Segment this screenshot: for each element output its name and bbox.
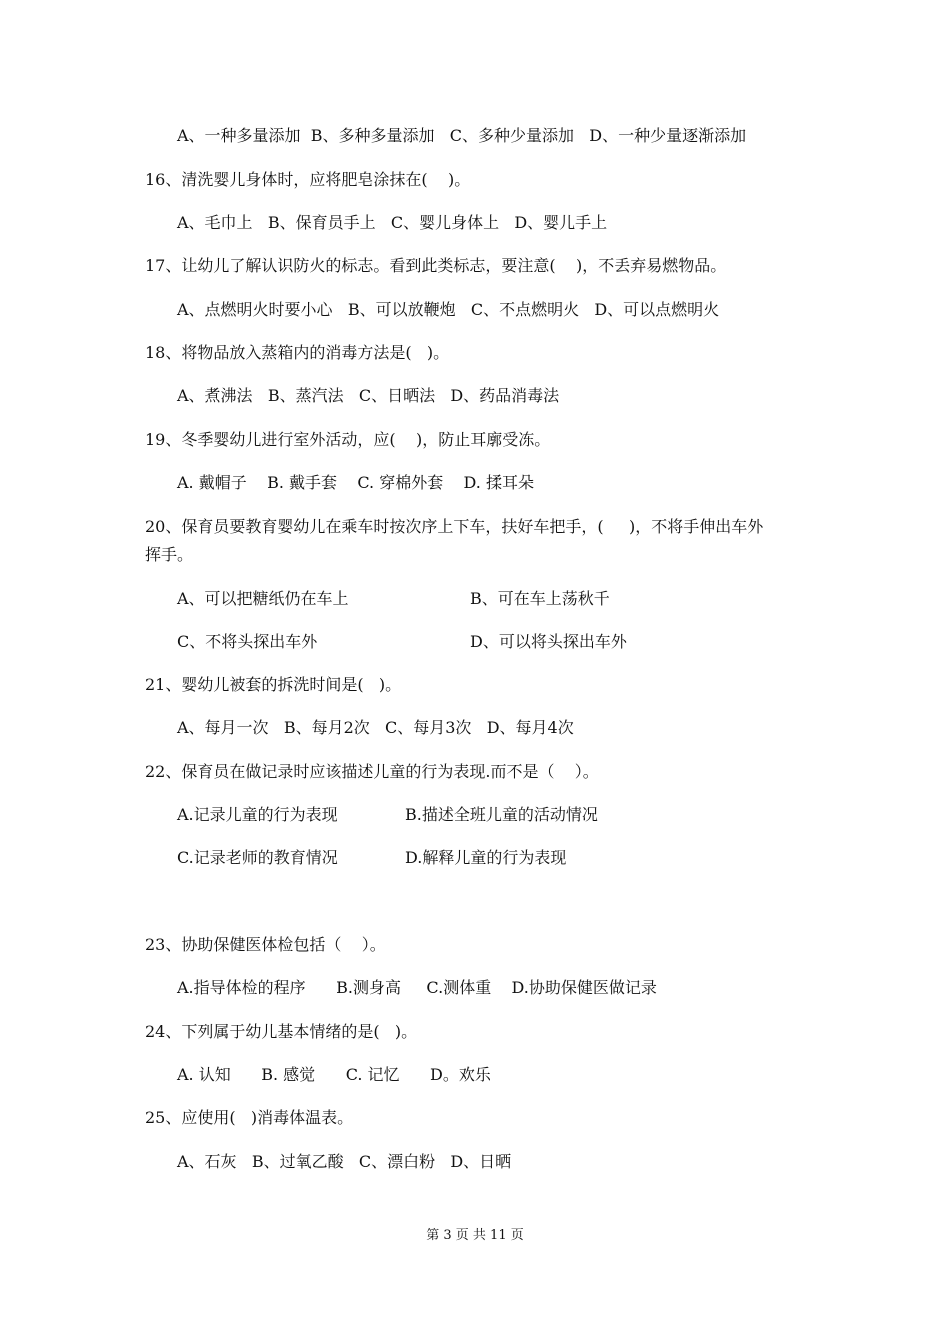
question-22-option-a: A.记录儿童的行为表现 (177, 805, 338, 824)
question-20-stem: 20、保育员要教育婴幼儿在乘车时按次序上下车，扶好车把手，( )，不将手伸出车外 (145, 517, 764, 536)
question-19-options: A. 戴帽子 B. 戴手套 C. 穿棉外套 D. 揉耳朵 (177, 473, 534, 492)
question-18-stem: 18、将物品放入蒸箱内的消毒方法是( )。 (145, 343, 450, 362)
question-22-option-b: B.描述全班儿童的活动情况 (405, 805, 598, 824)
question-24-stem: 24、下列属于幼儿基本情绪的是( )。 (145, 1022, 418, 1041)
question-17-stem: 17、让幼儿了解认识防火的标志。看到此类标志，要注意( )，不丢弃易燃物品。 (145, 256, 727, 275)
question-23-stem: 23、协助保健医体检包括（ ）。 (145, 935, 386, 954)
question-21-stem: 21、婴幼儿被套的拆洗时间是( )。 (145, 675, 402, 694)
question-22-option-c: C.记录老师的教育情况 (177, 848, 338, 867)
question-22-stem: 22、保育员在做记录时应该描述儿童的行为表现.而不是（ ）。 (145, 762, 599, 781)
question-22-option-d: D.解释儿童的行为表现 (405, 848, 567, 867)
question-23-options: A.指导体检的程序 B.测身高 C.测体重 D.协助保健医做记录 (177, 978, 657, 997)
question-20-stem-continued: 挥手。 (145, 545, 194, 564)
question-19-stem: 19、冬季婴幼儿进行室外活动，应( )，防止耳廓受冻。 (145, 430, 551, 449)
question-16-options: A、毛巾上 B、保育员手上 C、婴儿身体上 D、婴儿手上 (177, 213, 608, 232)
question-20-option-a: A、可以把糖纸仍在车上 (177, 589, 349, 608)
question-25-stem: 25、应使用( )消毒体温表。 (145, 1108, 354, 1127)
page-footer: 第 3 页 共 11 页 (426, 1228, 524, 1243)
question-17-options: A、点燃明火时要小心 B、可以放鞭炮 C、不点燃明火 D、可以点燃明火 (177, 300, 720, 319)
question-25-options: A、石灰 B、过氧乙酸 C、漂白粉 D、日晒 (177, 1152, 512, 1171)
prev-question-options: A、一种多量添加 B、多种多量添加 C、多种少量添加 D、一种少量逐渐添加 (177, 126, 747, 145)
question-18-options: A、煮沸法 B、蒸汽法 C、日晒法 D、药品消毒法 (177, 386, 560, 405)
question-16-stem: 16、清洗婴儿身体时，应将肥皂涂抹在( )。 (145, 170, 471, 189)
question-24-options: A. 认知 B. 感觉 C. 记忆 D。欢乐 (177, 1065, 491, 1084)
question-20-option-c: C、不将头探出车外 (177, 632, 318, 651)
question-20-option-d: D、可以将头探出车外 (470, 632, 627, 651)
question-21-options: A、每月一次 B、每月2次 C、每月3次 D、每月4次 (177, 718, 574, 737)
question-20-option-b: B、可在车上荡秋千 (470, 589, 610, 608)
